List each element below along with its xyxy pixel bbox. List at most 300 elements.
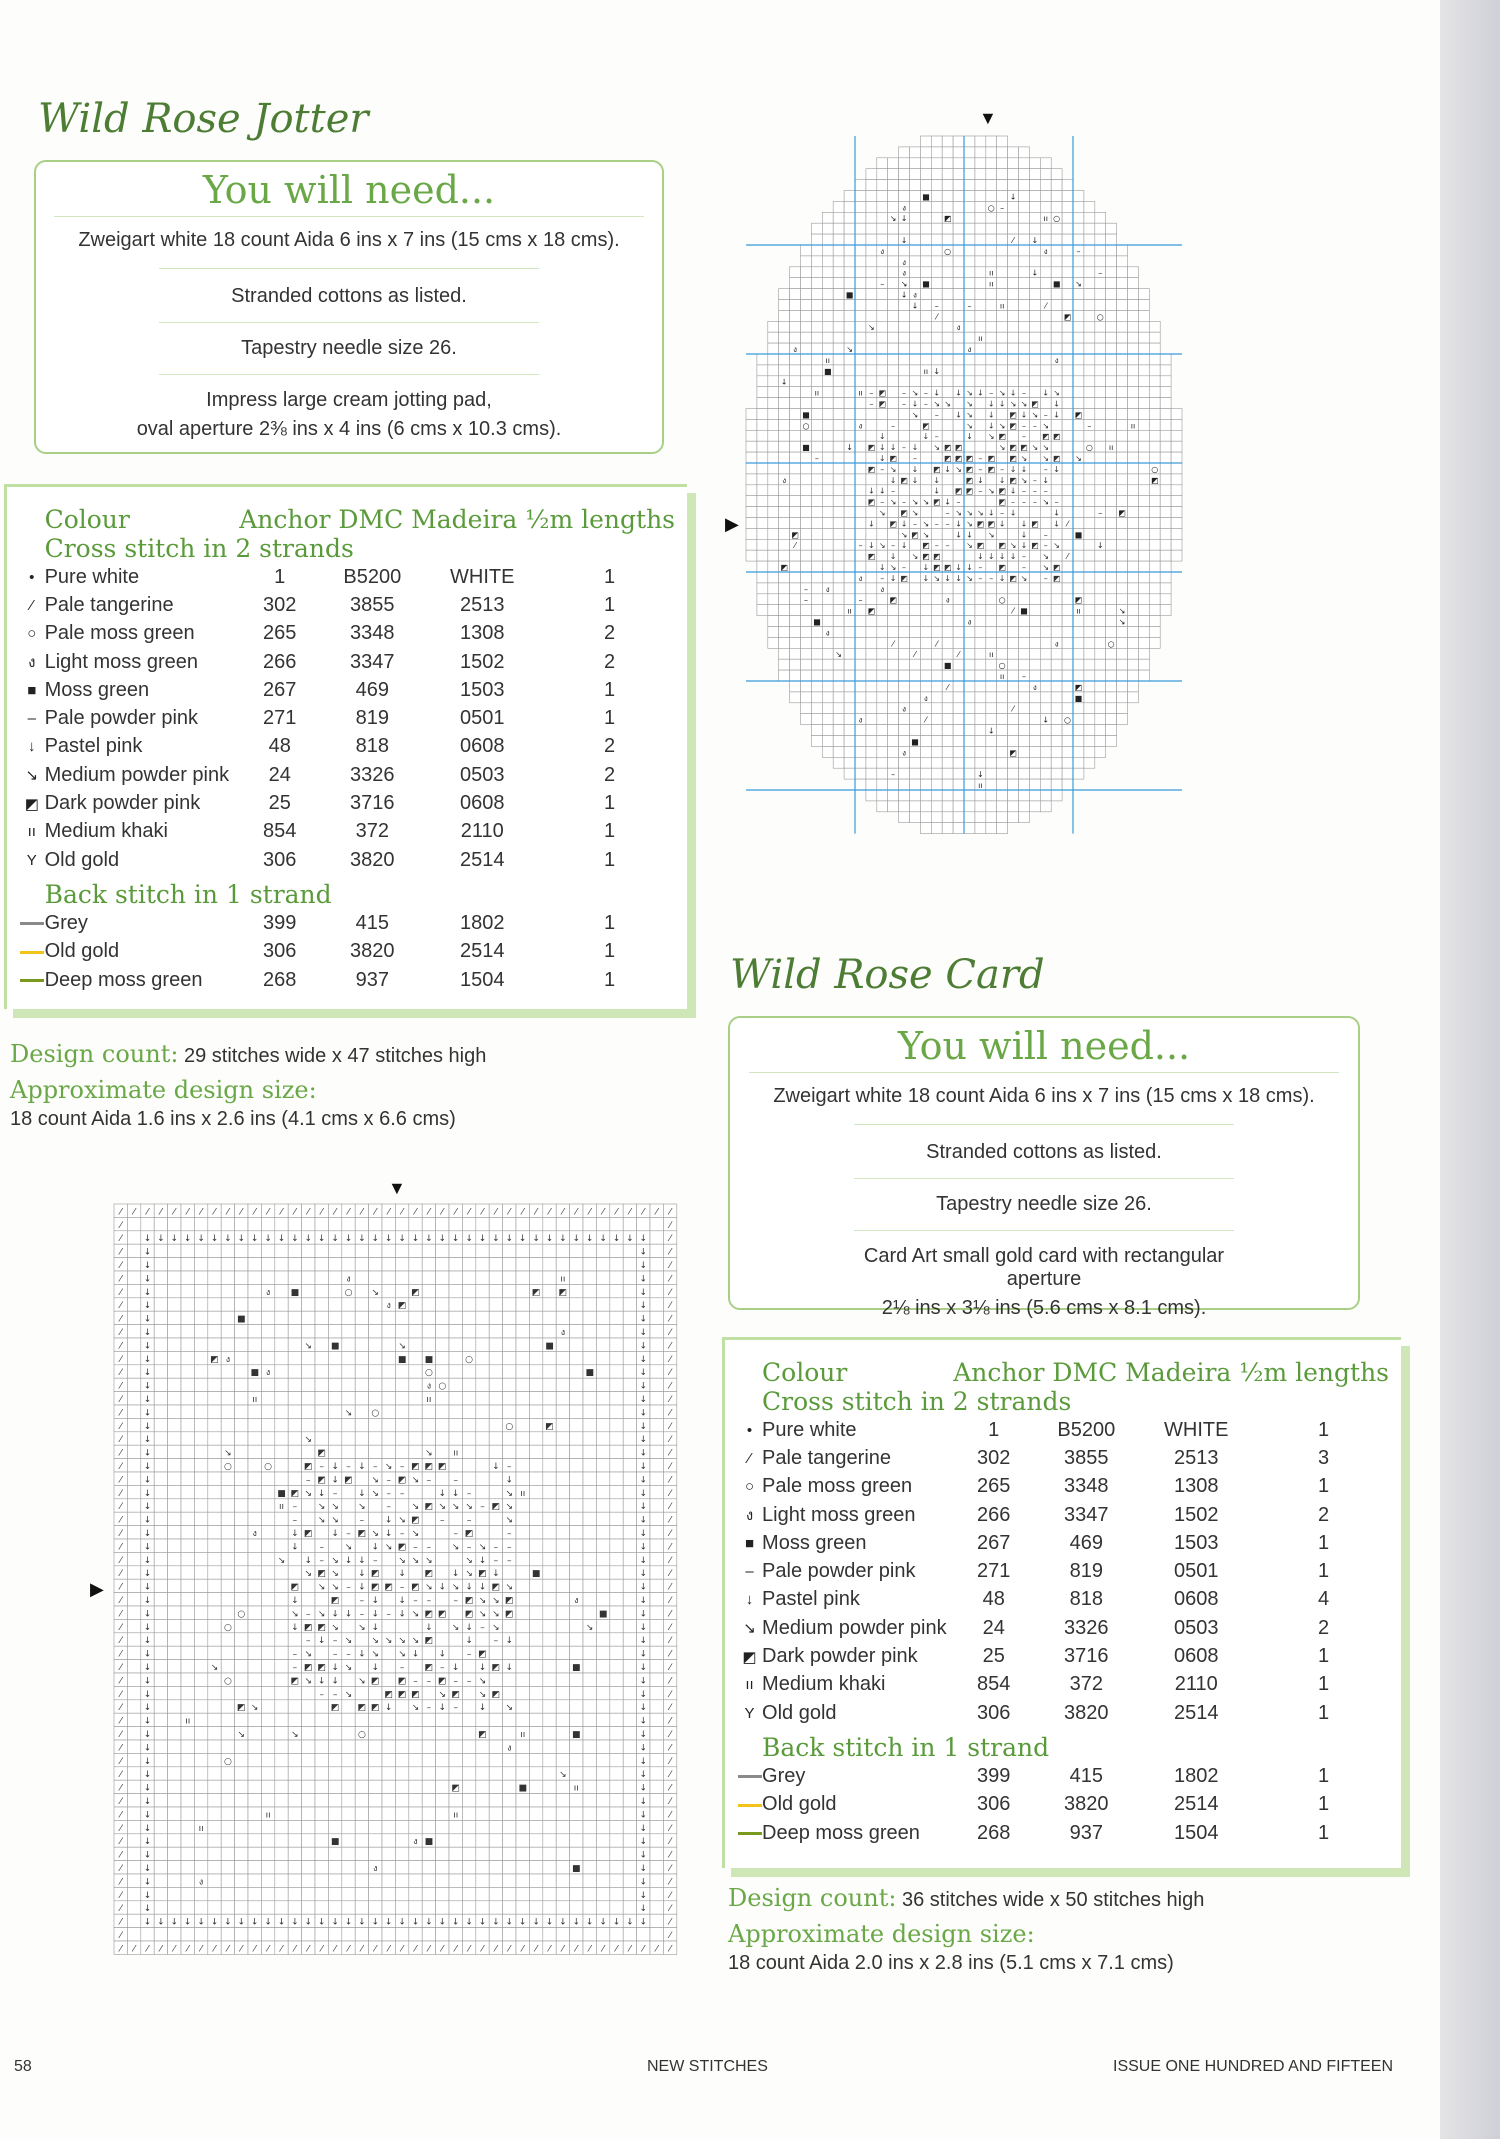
grid-cell [355,1753,368,1766]
grid-cell [623,1392,636,1405]
grid-cell [920,376,931,387]
stitch-symbol-icon: ıı [923,366,929,376]
grid-cell [650,1753,663,1766]
grid-cell [1008,681,1019,692]
grid-cell [811,245,822,256]
grid-cell [1051,528,1062,539]
grid-cell [1062,343,1073,354]
grid-cell [489,1432,502,1445]
grid-cell [1117,354,1128,365]
stitch-symbol-icon: ◩ [451,1783,460,1794]
grid-cell [1128,594,1139,605]
grid-cell [975,496,986,507]
grid-cell [866,681,877,692]
grid-cell [369,1271,382,1284]
grid-cell [168,1619,181,1632]
stitch-symbol-icon: – [1021,672,1026,681]
grid-cell [931,703,942,714]
grid-cell [288,1780,301,1793]
grid-cell [1128,528,1139,539]
grid-cell [623,1767,636,1780]
grid-cell [596,1619,609,1632]
grid-cell [529,1271,542,1284]
grid-cell [975,594,986,605]
grid-cell [355,1244,368,1257]
grid-cell [1084,300,1095,311]
stitch-symbol-icon: ↘ [492,1596,500,1606]
stitch-symbol-icon: ◩ [987,519,996,529]
grid-cell [342,1311,355,1324]
grid-cell [610,1526,623,1539]
stitch-symbol-icon: ⁄ [794,541,796,551]
stitch-symbol-icon: – [1076,246,1081,256]
stitch-symbol-icon: – [399,1462,405,1472]
grid-cell [822,256,833,267]
stitch-symbol-icon: – [346,1649,351,1660]
stitch-symbol-icon: ↘ [1075,454,1082,463]
grid-cell [1062,594,1073,605]
grid-cell [382,1217,395,1230]
grid-cell [422,1217,435,1230]
stitch-symbol-icon: ↓ [291,1596,299,1606]
grid-cell [516,1700,529,1713]
grid-cell [975,212,986,223]
grid-cell [623,1445,636,1458]
stitch-symbol-icon: ↘ [998,388,1006,398]
grid-cell [1062,212,1073,223]
stitch-symbol-icon: ◩ [878,388,887,398]
grid-cell [855,528,866,539]
grid-cell [866,627,877,638]
grid-cell [1095,681,1106,692]
grid-cell [1008,659,1019,670]
grid-cell [888,321,899,332]
grid-cell [221,1284,234,1297]
grid-cell [953,212,964,223]
stitch-symbol-icon: – [1011,497,1016,507]
stitch-symbol-icon: ⁄ [146,1207,149,1218]
grid-cell [503,1392,516,1405]
grid-cell [302,1512,315,1525]
grid-cell [328,1244,341,1257]
stitch-symbol-icon: ↘ [846,345,853,354]
stitch-symbol-icon: ○ [27,625,37,643]
grid-cell [1062,757,1073,768]
stitch-symbol-icon: ง [902,203,907,213]
stitch-symbol-icon: ◩ [943,443,952,453]
grid-cell [395,1794,408,1807]
grid-cell [1062,474,1073,485]
grid-cell [516,1472,529,1485]
grid-cell [877,365,888,376]
grid-cell [543,1727,556,1740]
stitch-symbol-icon: ↘ [331,1502,339,1513]
grid-cell [1029,637,1040,648]
stitch-symbol-icon: – [1032,497,1037,507]
grid-cell [975,823,986,834]
grid-cell [516,1619,529,1632]
grid-cell [596,1499,609,1512]
stitch-symbol-icon: ⁄ [669,1341,671,1352]
grid-cell [1160,452,1171,463]
grid-cell [877,180,888,191]
grid-cell [489,1258,502,1271]
grid-cell [844,256,855,267]
grid-cell [221,1325,234,1338]
grid-cell [986,321,997,332]
stitch-symbol-icon: ■ [1074,530,1083,540]
grid-cell [855,398,866,409]
stitch-symbol-icon: ง [782,475,787,485]
grid-cell [1084,605,1095,616]
grid-cell [768,561,779,572]
grid-cell [650,1700,663,1713]
stitch-symbol-icon: – [814,454,819,463]
grid-cell [811,398,822,409]
grid-cell [822,572,833,583]
grid-cell [516,1740,529,1753]
stitch-symbol-icon: ↓ [344,1234,353,1245]
grid-cell [570,1539,583,1552]
grid-cell [503,1298,516,1311]
grid-cell [1117,419,1128,430]
grid-cell [168,1807,181,1820]
stitch-symbol-icon: ↓ [478,1555,487,1566]
grid-cell [382,1552,395,1565]
grid-cell [208,1365,221,1378]
grid-cell [623,1619,636,1632]
grid-cell [449,1459,462,1472]
stitch-symbol-icon: ◩ [867,497,876,507]
stitch-symbol-icon: ↘ [867,323,875,333]
stitch-symbol-icon: ↓ [143,1314,152,1325]
stitch-symbol-icon: – [934,301,939,311]
grid-cell [1128,681,1139,692]
grid-cell [1019,354,1030,365]
stitch-symbol-icon: ◩ [451,1689,460,1700]
grid-cell [650,1472,663,1485]
grid-cell [436,1753,449,1766]
grid-cell [1019,746,1030,757]
stitch-symbol-icon: ↘ [304,1649,313,1660]
design-size-label: Approximate design size: [10,1076,317,1104]
stitch-symbol-icon: ⁄ [521,1207,524,1218]
stitch-symbol-icon: ↓ [143,1462,152,1472]
stitch-symbol-icon: ↓ [478,1663,487,1673]
stitch-symbol-icon: ↓ [143,1622,152,1633]
grid-cell [910,267,921,278]
grid-cell [315,1405,328,1418]
stitch-symbol-icon: ↓ [878,563,886,572]
grid-cell [768,430,779,441]
grid-cell [248,1472,261,1485]
grid-cell [1106,398,1117,409]
grid-cell [342,1753,355,1766]
thread-row [19,818,679,846]
grid-cell [476,1378,489,1391]
jotter-title: Wild Rose Jotter [38,96,369,142]
grid-cell [248,1284,261,1297]
grid-cell [208,1217,221,1230]
center-marker-right: ▶ [725,514,739,534]
grid-cell [261,1217,274,1230]
grid-cell [942,823,953,834]
stitch-symbol-icon: ↘ [277,1555,286,1566]
design-count: 29 stitches wide x 47 stitches high [183,1045,487,1067]
grid-cell [822,507,833,518]
grid-cell [953,539,964,550]
grid-cell [168,1311,181,1324]
grid-cell [877,605,888,616]
grid-cell [342,1673,355,1686]
grid-cell [1160,550,1171,561]
grid-cell [462,1753,475,1766]
stitch-symbol-icon: ↓ [143,1368,152,1379]
grid-cell [910,703,921,714]
grid-cell [355,1284,368,1297]
stitch-symbol-icon: ↘ [358,1676,366,1687]
stitch-symbol-icon: ↘ [398,1649,406,1660]
grid-cell [866,736,877,747]
grid-cell [768,441,779,452]
grid-cell [596,1244,609,1257]
grid-cell [899,365,910,376]
grid-cell [476,1351,489,1364]
thread-name: Pale tangerine [44,593,174,616]
grid-cell [436,1794,449,1807]
stitch-symbol-icon: ⁄ [200,1207,202,1218]
stitch-symbol-icon: ↓ [478,1582,487,1593]
grid-cell [1084,398,1095,409]
grid-cell [476,1459,489,1472]
grid-cell [436,1432,449,1445]
grid-cell [623,1378,636,1391]
grid-cell [986,310,997,321]
stitch-symbol-icon: – [869,388,874,398]
grid-cell [986,332,997,343]
grid-cell [570,1351,583,1364]
grid-cell [583,1807,596,1820]
grid-cell [610,1338,623,1351]
stitch-symbol-icon: – [453,1676,458,1687]
grid-cell [275,1244,288,1257]
stitch-symbol-icon: – [1043,410,1048,420]
grid-cell [1019,790,1030,801]
grid-cell [1051,180,1062,191]
madeira-number: 2514 [459,848,505,871]
stitch-symbol-icon: ◩ [317,1448,326,1459]
grid-cell [833,430,844,441]
stitch-symbol-icon: – [332,1636,338,1647]
grid-cell [1051,245,1062,256]
grid-cell [570,1472,583,1485]
grid-cell [596,1727,609,1740]
grid-cell [964,703,975,714]
grid-cell [1160,561,1171,572]
grid-cell [855,409,866,420]
stitch-symbol-icon: ◩ [1052,454,1061,463]
grid-cell [516,1526,529,1539]
grid-cell [422,1686,435,1699]
grid-cell [436,1298,449,1311]
stitch-symbol-icon: ↓ [889,475,897,485]
stitch-symbol-icon: ⁄ [119,1448,122,1459]
grid-cell [997,605,1008,616]
grid-cell [1040,594,1051,605]
stitch-symbol-icon: ıı [978,781,983,790]
grid-cell [811,365,822,376]
stitch-symbol-icon: – [453,1703,458,1714]
grid-cell [516,1244,529,1257]
grid-cell [516,1271,529,1284]
stitch-symbol-icon: – [934,541,939,551]
grid-cell [650,1445,663,1458]
grid-cell [369,1378,382,1391]
grid-cell [503,1258,516,1271]
grid-cell [610,1780,623,1793]
grid-cell [1040,757,1051,768]
grid-cell [328,1378,341,1391]
grid-cell [1084,245,1095,256]
grid-cell [790,485,801,496]
grid-cell [1040,736,1051,747]
grid-cell [811,278,822,289]
grid-cell [221,1338,234,1351]
grid-cell [942,201,953,212]
grid-cell [650,1418,663,1431]
grid-cell [1138,343,1149,354]
grid-cell [127,1807,140,1820]
grid-cell [556,1472,569,1485]
grid-cell [920,321,931,332]
grid-cell [975,616,986,627]
grid-cell [1008,616,1019,627]
stitch-symbol-icon: ⁄ [946,682,949,692]
grid-cell [1008,354,1019,365]
grid-cell [1138,441,1149,452]
grid-cell [1084,234,1095,245]
grid-cell [342,1418,355,1431]
stitch-symbol-icon: ◩ [1063,312,1072,322]
grid-cell [920,256,931,267]
grid-cell [1128,550,1139,561]
grid-cell [1171,463,1182,474]
grid-cell [275,1606,288,1619]
grid-cell [208,1526,221,1539]
grid-cell [844,278,855,289]
stitch-symbol-icon: ⁄ [119,1354,122,1365]
stitch-symbol-icon: ↓ [143,1448,152,1459]
grid-cell [1073,256,1084,267]
grid-cell [1019,212,1030,223]
grid-cell [623,1686,636,1699]
grid-cell [315,1807,328,1820]
grid-cell [275,1284,288,1297]
grid-cell [920,212,931,223]
grid-cell [194,1351,207,1364]
grid-cell [610,1351,623,1364]
stitch-symbol-icon: ıı [999,672,1005,681]
grid-cell [261,1351,274,1364]
stitch-symbol-icon: ↓ [331,1609,339,1620]
grid-cell [596,1579,609,1592]
stitch-symbol-icon: ↘ [371,1488,380,1499]
grid-cell [910,365,921,376]
stitch-symbol-icon: – [803,595,808,605]
grid-cell [877,289,888,300]
stitch-symbol-icon: ง [574,1596,579,1606]
stitch-symbol-icon: ○ [1085,443,1093,453]
grid-cell [596,1566,609,1579]
grid-cell [409,1807,422,1820]
grid-cell [623,1298,636,1311]
stitch-symbol-icon: ง [426,1381,432,1392]
grid-cell [1128,430,1139,441]
grid-cell [315,1338,328,1351]
grid-cell [382,1794,395,1807]
grid-cell [811,594,822,605]
grid-cell [1029,703,1040,714]
grid-cell [235,1512,248,1525]
stitch-symbol-icon: ıı [978,334,983,344]
grid-cell [1008,223,1019,234]
grid-cell [1008,637,1019,648]
jotter-need-item: Tapestry needle size 26. [159,322,539,360]
grid-cell [543,1794,556,1807]
grid-cell [1171,485,1182,496]
grid-cell [436,1217,449,1230]
grid-cell [275,1539,288,1552]
grid-cell [355,1271,368,1284]
grid-cell [931,289,942,300]
grid-cell [877,790,888,801]
grid-cell [975,343,986,354]
stitch-symbol-icon: ⁄ [562,1207,564,1218]
stitch-symbol-icon: ↓ [291,1234,299,1245]
grid-cell [154,1807,167,1820]
grid-cell [623,1512,636,1525]
grid-cell [964,627,975,638]
grid-cell [1106,648,1117,659]
grid-cell [1149,637,1160,648]
grid-cell [920,670,931,681]
grid-cell [556,1646,569,1659]
stitch-symbol-icon: ■ [518,1783,527,1794]
grid-cell [942,670,953,681]
stitch-symbol-icon: Y [26,851,37,869]
grid-cell [1019,594,1030,605]
madeira-number: 2110 [460,820,504,843]
grid-cell [888,180,899,191]
grid-cell [779,321,790,332]
grid-cell [556,1217,569,1230]
grid-cell [1008,725,1019,736]
grid-cell [1008,714,1019,725]
stitch-symbol-icon: ↓ [438,1488,447,1499]
stitch-symbol-icon: ↓ [451,1569,460,1580]
grid-cell [382,1351,395,1364]
grid-cell [449,1298,462,1311]
grid-cell [127,1231,140,1244]
grid-cell [877,310,888,321]
grid-cell [275,1258,288,1271]
grid-cell [833,223,844,234]
stitch-symbol-icon: ↓ [143,1261,152,1271]
grid-cell [1095,212,1106,223]
grid-cell [844,191,855,202]
grid-cell [127,1284,140,1297]
grid-cell [623,1405,636,1418]
